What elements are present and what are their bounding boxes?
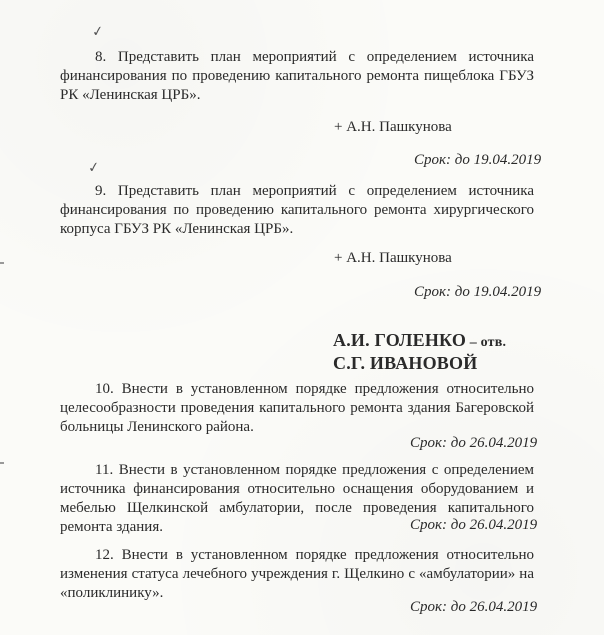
item-9-deadline: Срок: до 19.04.2019 bbox=[414, 284, 542, 300]
item-8-signer: + А.Н. Пашкунова bbox=[334, 119, 452, 135]
item-12-deadline: Срок: до 26.04.2019 bbox=[410, 599, 538, 615]
responsible-heading bbox=[333, 330, 506, 373]
item-10-text bbox=[60, 380, 534, 437]
responsible-line-2: С.Г. ИВАНОВОЙ bbox=[333, 353, 478, 373]
scan-edge-mark bbox=[0, 262, 4, 264]
item-12-body: 12. Внести в установленном порядке предложения относительно изменения статуса лечебного учреждения г. Щелкино с «амбулатории» на «поликлинику». bbox=[60, 547, 534, 601]
item-9-body: 9. Представить план мероприятий с определением источника финансирования по проведению капитального ремонта хирургического корпуса ГБУЗ РК «Ленинская ЦРБ». bbox=[60, 183, 534, 237]
scan-edge-mark bbox=[0, 462, 4, 464]
responsible-suffix: – отв. bbox=[466, 335, 507, 350]
item-8-deadline: Срок: до 19.04.2019 bbox=[414, 152, 542, 168]
responsible-line-1 bbox=[333, 330, 506, 353]
check-mark: ✓ bbox=[90, 23, 105, 41]
item-9-signer: + А.Н. Пашкунова bbox=[334, 250, 452, 266]
item-10-deadline: Срок: до 26.04.2019 bbox=[410, 435, 538, 451]
item-12-text bbox=[60, 546, 534, 603]
item-8-body: 8. Представить план мероприятий с определением источника финансирования по проведению капитального ремонта пищеблока ГБУЗ РК «Ленинская ЦРБ». bbox=[60, 49, 534, 103]
item-8-text bbox=[60, 48, 534, 105]
check-mark: ✓ bbox=[86, 159, 101, 177]
item-11-body: 11. Внести в установленном порядке предложения с определением источника финансирования относительно оснащения оборудованием и мебелью Щелкинской амбулатории, после проведения капитального ремонта здания. bbox=[60, 462, 534, 535]
item-11-deadline: Срок: до 26.04.2019 bbox=[410, 517, 538, 533]
item-9-text bbox=[60, 182, 534, 239]
item-10-body: 10. Внести в установленном порядке предложения относительно целесообразности проведения капитального ремонта здания Багеровской больницы Ленинского района. bbox=[60, 381, 534, 435]
responsible-name-1: А.И. ГОЛЕНКО bbox=[333, 330, 467, 350]
